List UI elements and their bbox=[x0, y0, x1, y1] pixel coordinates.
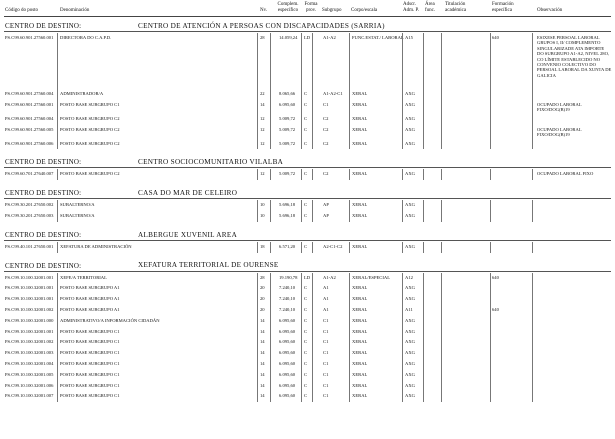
column-rule bbox=[423, 200, 424, 222]
cell-subgrupo: A2-C1-C2 bbox=[323, 243, 343, 249]
cell-subgrupo: C1 bbox=[323, 361, 329, 366]
cell-code: PS.C99.60.901.27560.005 bbox=[5, 126, 54, 132]
header-titulacion: Titulación académica bbox=[445, 2, 467, 13]
cell-comp: 6.095,60 bbox=[279, 361, 296, 366]
cell-adscripcion: AXG bbox=[405, 350, 415, 356]
cell-forma: C bbox=[304, 339, 308, 345]
cell-name: POSTO BASE SUBGRUPO C1 bbox=[60, 101, 120, 107]
cell-comp: 5.009,72 bbox=[279, 171, 296, 177]
cell-level: 14 bbox=[260, 382, 265, 388]
cell-corpo: XERAL bbox=[352, 317, 368, 323]
cell-corpo: XERAL/ESPECIAL bbox=[352, 274, 391, 280]
cell-forma: C bbox=[304, 328, 308, 334]
section-label: CENTRO DE DESTINO: bbox=[5, 22, 82, 30]
column-rule bbox=[490, 33, 491, 149]
section-title: ALBERGUE XUVENIL AREA bbox=[138, 230, 238, 239]
cell-level: 14 bbox=[260, 350, 265, 356]
cell-corpo: FUNC.ESTAT./ LABORAL bbox=[352, 35, 404, 40]
cell-corpo: XERAL bbox=[352, 361, 368, 366]
column-rule bbox=[532, 200, 533, 222]
cell-subgrupo: C2 bbox=[323, 126, 329, 132]
cell-comp: 14.059,24 bbox=[279, 35, 298, 40]
column-rule bbox=[312, 33, 313, 149]
header-nivel: Nv. bbox=[260, 8, 268, 13]
header-denominacion: Denominación bbox=[60, 8, 90, 13]
cell-level: 14 bbox=[260, 101, 265, 107]
cell-comp: 6.095,60 bbox=[279, 328, 296, 334]
column-rule bbox=[441, 273, 442, 403]
cell-subgrupo: C1 bbox=[323, 339, 329, 345]
cell-level: 20 bbox=[260, 307, 265, 312]
section-divider bbox=[4, 198, 611, 199]
cell-forma: C bbox=[304, 213, 308, 218]
cell-subgrupo: C1 bbox=[323, 328, 329, 334]
cell-forma: C bbox=[304, 296, 308, 302]
cell-forma: C bbox=[304, 171, 308, 177]
column-rule bbox=[57, 242, 58, 253]
cell-observacions: OCUPADO LABORAL FIXO/DOG(B)19 bbox=[537, 126, 582, 137]
column-rule bbox=[441, 169, 442, 180]
cell-corpo: XERAL bbox=[352, 382, 368, 388]
cell-subgrupo: C1 bbox=[323, 393, 329, 399]
header-subgrupo: Subgrupo bbox=[322, 8, 342, 13]
column-rule bbox=[423, 33, 424, 149]
section-divider bbox=[4, 271, 611, 272]
cell-comp: 6.095,60 bbox=[279, 371, 296, 377]
cell-level: 10 bbox=[260, 213, 265, 218]
cell-adscripcion: AXG bbox=[405, 91, 415, 96]
cell-subgrupo: C2 bbox=[323, 140, 329, 146]
cell-forma: C bbox=[304, 126, 308, 132]
cell-comp: 7.240,10 bbox=[279, 296, 296, 302]
cell-forma: C bbox=[304, 317, 308, 323]
cell-forma: C bbox=[304, 371, 308, 377]
cell-forma: LD bbox=[304, 35, 311, 40]
cell-comp: 6.095,60 bbox=[279, 339, 296, 345]
cell-code: PS.C99.10.100.32001.002 bbox=[5, 307, 54, 312]
cell-forma: C bbox=[304, 115, 308, 121]
cell-comp: 6.095,60 bbox=[279, 317, 296, 323]
cell-corpo: XERAL bbox=[352, 393, 368, 399]
section-label: CENTRO DE DESTINO: bbox=[5, 189, 82, 198]
cell-corpo: XERAL bbox=[352, 243, 368, 249]
cell-comp: 5.009,72 bbox=[279, 140, 296, 146]
header-complemento: Complem. específico bbox=[277, 2, 299, 13]
cell-subgrupo: C1 bbox=[323, 371, 329, 377]
cell-forma: LD bbox=[304, 274, 311, 280]
column-rule bbox=[270, 273, 271, 403]
cell-adscripcion: A11 bbox=[405, 307, 413, 312]
cell-level: 14 bbox=[260, 393, 265, 399]
cell-corpo: XERAL bbox=[352, 202, 368, 208]
column-rule bbox=[532, 169, 533, 180]
cell-name: POSTO BASE SUBGRUPO A1 bbox=[60, 307, 120, 312]
cell-formacion: 640 bbox=[492, 274, 499, 280]
cell-code: PS.C99.60.901.27560.004 bbox=[5, 115, 54, 121]
cell-subgrupo: AP bbox=[323, 202, 329, 208]
cell-code: PS.C99.40.101.27650.001 bbox=[5, 243, 54, 249]
column-rule bbox=[312, 242, 313, 253]
cell-corpo: XERAL bbox=[352, 140, 368, 146]
column-rule bbox=[441, 33, 442, 149]
cell-observacions: OCUPADO LABORAL FIXO bbox=[537, 171, 594, 177]
header-codigo: Código do posto bbox=[5, 8, 39, 13]
section-title: CASA DO MAR DE CELEIRO bbox=[138, 188, 238, 197]
cell-adscripcion: AXG bbox=[405, 328, 415, 334]
cell-code: PS.C99.10.100.32001.000 bbox=[5, 317, 54, 323]
header-observacions: Observación bbox=[537, 8, 563, 13]
column-rule bbox=[270, 242, 271, 253]
cell-forma: C bbox=[304, 350, 308, 356]
cell-adscripcion: AXG bbox=[405, 361, 415, 366]
cell-subgrupo: C2 bbox=[323, 171, 329, 177]
cell-name: SUBALTERNO/A bbox=[60, 213, 95, 218]
cell-observacions: ESIXESE PERSOAL LABORAL GRUPOS I, II/ COMPLEMENTO SINGULARIZADE ATA IMPORTE DO SUBGRUPO A1-A2, NIVEL 28O, CO LÍMITE ESTABLECIDO NO CONVENIO COLECTIVO DO PERSOAL LABORAL DA XUNTA DE GALICIA bbox=[537, 35, 612, 78]
column-rule bbox=[301, 169, 302, 180]
cell-corpo: XERAL bbox=[352, 328, 368, 334]
cell-name: POSTO BASE SUBGRUPO A1 bbox=[60, 296, 120, 302]
cell-adscripcion: AXG bbox=[405, 339, 415, 345]
cell-adscripcion: AXG bbox=[405, 317, 415, 323]
cell-code: PS.C99.60.901.27560.001 bbox=[5, 101, 54, 107]
column-rule bbox=[257, 33, 258, 149]
section-title: CENTRO SOCIOCOMUNITARIO VILALBA bbox=[138, 158, 284, 167]
cell-code: PS.C99.10.100.32001.004 bbox=[5, 361, 54, 366]
section-title: XEFATURA TERRITORIAL DE OURENSE bbox=[138, 261, 279, 270]
cell-adscripcion: AXG bbox=[405, 115, 415, 121]
cell-level: 14 bbox=[260, 339, 265, 345]
section-label: CENTRO DE DESTINO: bbox=[5, 158, 82, 167]
cell-forma: C bbox=[304, 307, 308, 312]
cell-code: PS.C99.60.901.27560.006 bbox=[5, 140, 54, 146]
cell-level: 18 bbox=[260, 243, 265, 249]
cell-level: 12 bbox=[260, 126, 265, 132]
column-rule bbox=[441, 242, 442, 253]
cell-adscripcion: AXG bbox=[405, 243, 415, 249]
header-divider bbox=[4, 16, 611, 17]
column-rule bbox=[349, 33, 350, 149]
cell-level: 20 bbox=[260, 285, 265, 291]
cell-adscripcion: AXG bbox=[405, 371, 415, 377]
cell-adscripcion: AXG bbox=[405, 126, 415, 132]
column-rule bbox=[532, 242, 533, 253]
cell-comp: 6.571,20 bbox=[279, 243, 296, 249]
cell-name: SUBALTERNO/A bbox=[60, 202, 95, 208]
header-formacion: Formación específica bbox=[492, 2, 514, 13]
cell-code: PS.C99.60.701.27640.007 bbox=[5, 171, 54, 177]
column-rule bbox=[301, 200, 302, 222]
cell-level: 14 bbox=[260, 328, 265, 334]
cell-forma: C bbox=[304, 382, 308, 388]
column-rule bbox=[423, 273, 424, 403]
cell-comp: 6.095,60 bbox=[279, 101, 296, 107]
cell-name: ADMINISTRADOR/A bbox=[60, 91, 104, 96]
column-rule bbox=[402, 200, 403, 222]
cell-level: 12 bbox=[260, 140, 265, 146]
column-rule bbox=[423, 169, 424, 180]
cell-forma: C bbox=[304, 285, 308, 291]
column-rule bbox=[423, 242, 424, 253]
cell-adscripcion: AXG bbox=[405, 382, 415, 388]
cell-forma: C bbox=[304, 361, 308, 366]
column-rule bbox=[270, 200, 271, 222]
cell-adscripcion: AXG bbox=[405, 213, 415, 218]
cell-name: POSTO BASE SUBGRUPO C1 bbox=[60, 382, 120, 388]
section-divider bbox=[4, 31, 611, 32]
header-area: Área func. bbox=[425, 2, 436, 13]
cell-code: PS.C99.10.100.32001.005 bbox=[5, 371, 54, 377]
section-divider bbox=[4, 240, 611, 241]
column-rule bbox=[402, 273, 403, 403]
cell-corpo: XERAL bbox=[352, 339, 368, 345]
column-rule bbox=[402, 169, 403, 180]
cell-name: POSTO BASE SUBGRUPO C1 bbox=[60, 339, 120, 345]
cell-code: PS.C99.60.901.27560.004 bbox=[5, 91, 54, 96]
cell-level: 28 bbox=[260, 35, 265, 40]
cell-corpo: XERAL bbox=[352, 115, 368, 121]
cell-forma: C bbox=[304, 91, 308, 96]
cell-level: 28 bbox=[260, 274, 265, 280]
cell-subgrupo: C2 bbox=[323, 115, 329, 121]
cell-code: PS.C99.10.100.32001.001 bbox=[5, 274, 54, 280]
cell-subgrupo: A1-A2 bbox=[323, 35, 336, 40]
cell-adscripcion: AXG bbox=[405, 202, 415, 208]
cell-adscripcion: AXG bbox=[405, 296, 415, 302]
column-rule bbox=[301, 242, 302, 253]
cell-adscripcion: AXG bbox=[405, 101, 415, 107]
cell-adscripcion: AXG bbox=[405, 285, 415, 291]
column-rule bbox=[301, 33, 302, 149]
cell-corpo: XERAL bbox=[352, 350, 368, 356]
cell-name: POSTO BASE SUBGRUPO C2 bbox=[60, 171, 120, 177]
column-rule bbox=[257, 200, 258, 222]
cell-comp: 6.095,60 bbox=[279, 382, 296, 388]
cell-level: 12 bbox=[260, 115, 265, 121]
column-rule bbox=[312, 169, 313, 180]
column-rule bbox=[349, 169, 350, 180]
section-divider bbox=[4, 167, 611, 168]
cell-subgrupo: C1 bbox=[323, 382, 329, 388]
cell-comp: 7.240,10 bbox=[279, 307, 296, 312]
column-rule bbox=[490, 169, 491, 180]
cell-comp: 7.240,10 bbox=[279, 285, 296, 291]
cell-forma: C bbox=[304, 202, 308, 208]
cell-level: 10 bbox=[260, 202, 265, 208]
cell-level: 14 bbox=[260, 317, 265, 323]
cell-comp: 19.190,78 bbox=[279, 274, 298, 280]
cell-formacion: 640 bbox=[492, 35, 499, 40]
section-title: CENTRO DE ATENCIÓN A PERSOAS CON DISCAPACIDADES (SARRIA) bbox=[138, 21, 385, 30]
cell-adscripcion: AXG bbox=[405, 171, 415, 177]
header-adscripcion: Adscr. Adm. P. bbox=[403, 2, 419, 13]
cell-corpo: XERAL bbox=[352, 285, 368, 291]
column-rule bbox=[490, 242, 491, 253]
column-rule bbox=[57, 33, 58, 149]
cell-name: DIRECTORA DO C.A.P.D. bbox=[60, 35, 112, 40]
cell-code: PS.C99.30.201.27650.002 bbox=[5, 202, 54, 208]
column-rule bbox=[257, 169, 258, 180]
cell-name: POSTO BASE SUBGRUPO C2 bbox=[60, 140, 120, 146]
section-label: CENTRO DE DESTINO: bbox=[5, 230, 82, 239]
column-rule bbox=[57, 273, 58, 403]
cell-name: ADMINISTRATIVO/A INFORMACIÓN CIDADÁN bbox=[60, 317, 160, 323]
cell-adscripcion: A15 bbox=[405, 35, 413, 40]
cell-corpo: XERAL bbox=[352, 307, 368, 312]
cell-name: POSTO BASE SUBGRUPO C1 bbox=[60, 361, 120, 366]
cell-comp: 6.095,60 bbox=[279, 350, 296, 356]
cell-level: 12 bbox=[260, 171, 265, 177]
cell-code: PS.C99.10.100.32001.006 bbox=[5, 382, 54, 388]
cell-subgrupo: A1 bbox=[323, 296, 329, 302]
cell-code: PS.C99.10.100.32001.007 bbox=[5, 393, 54, 399]
cell-forma: C bbox=[304, 393, 308, 399]
column-rule bbox=[257, 242, 258, 253]
column-rule bbox=[270, 169, 271, 180]
header-forma: Forma prov. bbox=[304, 2, 318, 13]
column-rule bbox=[490, 200, 491, 222]
cell-code: PS.C99.10.100.32001.003 bbox=[5, 350, 54, 356]
column-rule bbox=[349, 273, 350, 403]
column-rule bbox=[349, 200, 350, 222]
cell-name: POSTO BASE SUBGRUPO C1 bbox=[60, 350, 120, 356]
cell-formacion: 640 bbox=[492, 307, 499, 312]
cell-comp: 5.696,18 bbox=[279, 202, 296, 208]
cell-observacions: OCUPADO LABORAL FIXO/DOG(B)19 bbox=[537, 101, 582, 113]
cell-level: 22 bbox=[260, 91, 265, 96]
column-rule bbox=[349, 242, 350, 253]
cell-level: 20 bbox=[260, 296, 265, 302]
cell-corpo: XERAL bbox=[352, 296, 368, 302]
cell-forma: C bbox=[304, 140, 308, 146]
header-corpo: Corpo/escala bbox=[351, 8, 378, 13]
cell-name: POSTO BASE SUBGRUPO C2 bbox=[60, 126, 120, 132]
cell-name: XEFE/A TERRITORIAL bbox=[60, 274, 107, 280]
column-rule bbox=[312, 273, 313, 403]
cell-forma: C bbox=[304, 101, 308, 107]
cell-code: PS.C99.10.100.32001.001 bbox=[5, 296, 54, 302]
column-rule bbox=[532, 273, 533, 403]
cell-comp: 6.095,60 bbox=[279, 393, 296, 399]
cell-subgrupo: A1-A2-C1 bbox=[323, 91, 343, 96]
cell-subgrupo: A1 bbox=[323, 307, 329, 312]
cell-adscripcion: A12 bbox=[405, 274, 413, 280]
column-rule bbox=[57, 200, 58, 222]
cell-subgrupo: C1 bbox=[323, 317, 329, 323]
cell-comp: 5.009,72 bbox=[279, 126, 296, 132]
cell-subgrupo: A1-A2 bbox=[323, 274, 336, 280]
column-rule bbox=[402, 242, 403, 253]
cell-subgrupo: A1 bbox=[323, 285, 329, 291]
cell-forma: C bbox=[304, 243, 308, 249]
cell-corpo: XERAL bbox=[352, 213, 368, 218]
column-rule bbox=[441, 200, 442, 222]
cell-code: PS.C99.10.100.32001.002 bbox=[5, 339, 54, 345]
cell-name: POSTO BASE SUBGRUPO A1 bbox=[60, 285, 120, 291]
cell-name: POSTO BASE SUBGRUPO C1 bbox=[60, 393, 120, 399]
cell-corpo: XERAL bbox=[352, 171, 368, 177]
cell-subgrupo: AP bbox=[323, 213, 329, 218]
cell-adscripcion: AXG bbox=[405, 393, 415, 399]
cell-corpo: XERAL bbox=[352, 101, 368, 107]
column-rule bbox=[490, 273, 491, 403]
cell-name: POSTO BASE SUBGRUPO C2 bbox=[60, 115, 120, 121]
cell-code: PS.C99.60.901.27560.001 bbox=[5, 35, 54, 40]
cell-subgrupo: C1 bbox=[323, 101, 329, 107]
cell-comp: 5.696,18 bbox=[279, 213, 296, 218]
cell-comp: 5.009,72 bbox=[279, 115, 296, 121]
cell-adscripcion: AXG bbox=[405, 140, 415, 146]
section-label: CENTRO DE DESTINO: bbox=[5, 261, 82, 270]
cell-level: 14 bbox=[260, 361, 265, 366]
cell-code: PS.C99.10.100.32001.001 bbox=[5, 328, 54, 334]
cell-level: 14 bbox=[260, 371, 265, 377]
column-rule bbox=[57, 169, 58, 180]
cell-name: POSTO BASE SUBGRUPO C1 bbox=[60, 371, 120, 377]
cell-code: PS.C99.10.100.32001.001 bbox=[5, 285, 54, 291]
cell-code: PS.C99.30.201.27650.003 bbox=[5, 213, 54, 218]
column-rule bbox=[312, 200, 313, 222]
cell-comp: 8.065,66 bbox=[279, 91, 296, 96]
column-rule bbox=[532, 33, 533, 149]
cell-corpo: XERAL bbox=[352, 126, 368, 132]
column-rule bbox=[301, 273, 302, 403]
cell-subgrupo: C1 bbox=[323, 350, 329, 356]
column-rule bbox=[402, 33, 403, 149]
cell-name: XEFATURA DE ADMINISTRACIÓN bbox=[60, 243, 132, 249]
cell-corpo: XERAL bbox=[352, 91, 368, 96]
column-rule bbox=[270, 33, 271, 149]
cell-corpo: XERAL bbox=[352, 371, 368, 377]
column-rule bbox=[257, 273, 258, 403]
cell-name: POSTO BASE SUBGRUPO C1 bbox=[60, 328, 120, 334]
